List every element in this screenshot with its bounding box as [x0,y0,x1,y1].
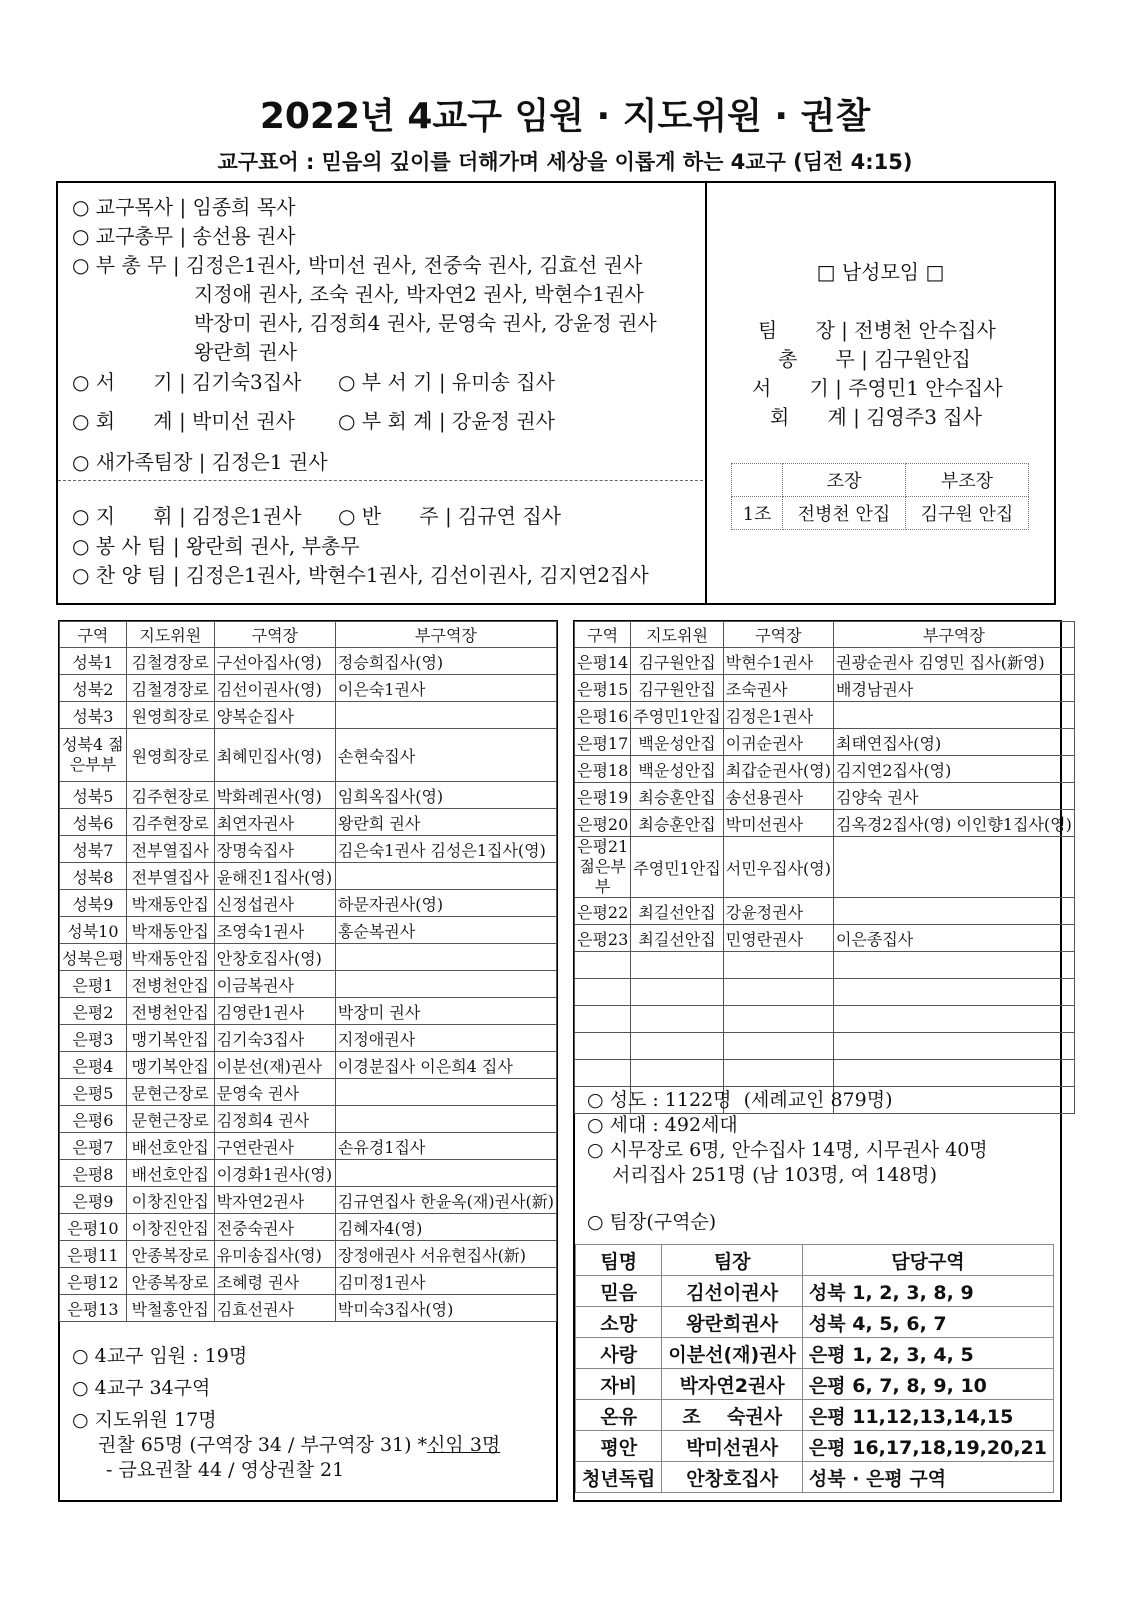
summary-members: ○ 성도 : 1122명 (세례교인 879명) [587,1089,893,1111]
table-row [60,998,557,1025]
team-row [576,1431,1054,1462]
officer-line-treasurer: ○ 회 계 | 박미선 권사 [72,409,296,433]
subleader-cell [833,702,1074,729]
subleader-cell: 손현숙집사 [335,729,556,782]
leader-cell [723,952,833,979]
table-row [60,836,557,863]
advisor-cell: 전부열집사 [126,863,214,890]
advisor-cell: 원영희장로 [126,702,214,729]
summary-advisors: ○ 지도위원 17명 [72,1409,217,1431]
table-row [575,675,1075,702]
advisor-cell: 이창진안집 [126,1214,214,1241]
district-cell: 은평18 [575,756,631,783]
team-leader: 이분선(재)권사 [662,1338,803,1369]
summary-deacons: 서리집사 251명 (남 103명, 여 148명) [612,1164,938,1186]
right-district-table [574,621,1075,1114]
district-cell: 은평2 [60,998,127,1025]
leader-cell: 박화례권사(영) [214,782,335,809]
advisor-cell: 최승훈안집 [631,783,723,810]
officer-line-vice-general-2: 지정애 권사, 조숙 권사, 박자연2 권사, 박현수1권사 [194,282,644,306]
subleader-cell: 이은숙1권사 [335,675,556,702]
officer-line-accompanist: ○ 반 주 | 김규연 집사 [338,504,562,528]
leader-cell: 최갑순권사(영) [723,756,833,783]
table-row [575,648,1075,675]
officer-line-clerk: ○ 서 기 | 김기숙3집사 [72,370,302,394]
district-cell: 성북2 [60,675,127,702]
team-row [576,1369,1054,1400]
team-header-leader: 팀장 [662,1245,803,1276]
header-subleader: 부구역장 [335,622,556,648]
team-row [576,1307,1054,1338]
district-cell: 성북1 [60,648,127,675]
subleader-cell: 배경남권사 [833,675,1074,702]
advisor-cell: 주영민1안집 [631,837,723,898]
team-area: 은평 6, 7, 8, 9, 10 [802,1369,1053,1400]
mens-group-title: □ 남성모임 □ [816,260,945,284]
table-row [60,1268,557,1295]
table-row [60,702,557,729]
district-cell: 은평7 [60,1133,127,1160]
table-row [575,729,1075,756]
summary-new-count: 신임 3명 [427,1434,501,1456]
subleader-cell: 지정애권사 [335,1025,556,1052]
header-district: 구역 [575,622,631,648]
district-cell: 성북6 [60,809,127,836]
advisor-cell: 김주현장로 [126,809,214,836]
leader-cell: 이금복권사 [214,971,335,998]
team-name: 평안 [576,1431,662,1462]
advisor-cell: 박철홍안집 [126,1295,214,1322]
subleader-cell: 김미정1권사 [335,1268,556,1295]
leader-cell: 조영숙1권사 [214,917,335,944]
leader-cell: 박미선권사 [723,810,833,837]
table-row [60,1160,557,1187]
summary-kwonchal-text: 권찰 65명 (구역장 34 / 부구역장 31) * [98,1434,428,1456]
subleader-cell: 손유경1집사 [335,1133,556,1160]
advisor-cell: 박재동안집 [126,917,214,944]
officer-line-pastor: ○ 교구목사 | 임종희 목사 [72,195,296,219]
leader-cell: 구선아집사(영) [214,648,335,675]
officer-line-praise-team: ○ 찬 양 팀 | 김정은1권사, 박현수1권사, 김선이권사, 김지연2집사 [72,563,649,587]
leader-cell: 문영숙 권사 [214,1079,335,1106]
district-cell [575,1060,631,1087]
summary-officers: ○ 4교구 임원 : 19명 [72,1345,248,1367]
advisor-cell: 김철경장로 [126,648,214,675]
district-cell: 성북8 [60,863,127,890]
summary-districts: ○ 4교구 34구역 [72,1377,211,1399]
district-cell: 은평13 [60,1295,127,1322]
district-cell: 은평21 젊은부부 [575,837,631,898]
table-row [575,898,1075,925]
subleader-cell [335,863,556,890]
advisor-cell: 최승훈안집 [631,810,723,837]
subleader-cell: 김옥경2집사(영) 이인향1집사(영) [833,810,1074,837]
team-header-area: 담당구역 [802,1245,1053,1276]
advisor-cell: 김구원안집 [631,675,723,702]
district-cell [575,952,631,979]
leader-cell: 구연란권사 [214,1133,335,1160]
team-header-name: 팀명 [576,1245,662,1276]
page-title: 2022년 4교구 임원 · 지도위원 · 권찰 [259,96,871,137]
team-area: 은평 1, 2, 3, 4, 5 [802,1338,1053,1369]
mens-leader: 팀 장 | 전병천 안수집사 [758,318,996,342]
subleader-cell [833,979,1074,1006]
subleader-cell [335,944,556,971]
table-row [60,863,557,890]
table-row [575,952,1075,979]
officer-line-newcomer: ○ 새가족팀장 | 김정은1 권사 [72,450,328,474]
district-cell: 은평16 [575,702,631,729]
subleader-cell [335,1079,556,1106]
leader-cell: 윤해진1집사(영) [214,863,335,890]
header-leader: 구역장 [723,622,833,648]
leader-cell: 김정희4 권사 [214,1106,335,1133]
header-district: 구역 [60,622,127,648]
mens-group-table [731,463,1029,530]
advisor-cell: 박재동안집 [126,944,214,971]
group-cell: 전병천 안집 [783,497,906,530]
advisor-cell: 전부열집사 [126,836,214,863]
header-subleader: 부구역장 [833,622,1074,648]
district-cell: 은평14 [575,648,631,675]
advisor-cell [631,1006,723,1033]
table-row [575,837,1075,898]
subleader-cell: 김규연집사 한윤옥(재)권사(新) [335,1187,556,1214]
leader-cell: 전중숙권사 [214,1214,335,1241]
group-header-blank [732,464,783,497]
leader-cell: 이경화1권사(영) [214,1160,335,1187]
team-table [575,1244,1054,1493]
team-name: 청년독립 [576,1462,662,1493]
advisor-cell: 배선호안집 [126,1160,214,1187]
advisor-cell: 박재동안집 [126,890,214,917]
table-row [60,917,557,944]
header-advisor: 지도위원 [126,622,214,648]
table-row [60,1241,557,1268]
subleader-cell [335,702,556,729]
district-cell: 은평11 [60,1241,127,1268]
subleader-cell [833,1060,1074,1087]
leader-cell: 조혜령 권사 [214,1268,335,1295]
team-row [576,1462,1054,1493]
advisor-cell: 김구원안집 [631,648,723,675]
officer-line-vice-general-3: 박장미 권사, 김정희4 권사, 문영숙 권사, 강윤정 권사 [194,311,657,335]
table-row [60,1025,557,1052]
table-row [575,1006,1075,1033]
leader-cell [723,979,833,1006]
leader-cell: 김정은1권사 [723,702,833,729]
motto: 교구표어 : 믿음의 깊이를 더해가며 세상을 이롭게 하는 4교구 (딤전 4:15) [217,150,913,174]
team-area: 성북 1, 2, 3, 8, 9 [802,1276,1053,1307]
mens-general: 총 무 | 김구원안집 [778,347,971,371]
leader-cell: 강윤정권사 [723,898,833,925]
leader-cell [723,1060,833,1087]
district-cell [575,1006,631,1033]
table-row [60,648,557,675]
leader-cell: 최연자권사 [214,809,335,836]
leader-cell [723,1033,833,1060]
leader-cell: 최혜민집사(영) [214,729,335,782]
summary-team-title: ○ 팀장(구역순) [587,1211,717,1233]
table-row [60,944,557,971]
team-name: 소망 [576,1307,662,1338]
team-row [576,1338,1054,1369]
advisor-cell: 안종복장로 [126,1268,214,1295]
subleader-cell: 장정애권사 서유현집사(新) [335,1241,556,1268]
group-header-subleader: 부조장 [906,464,1029,497]
team-name: 자비 [576,1369,662,1400]
subleader-cell [833,898,1074,925]
advisor-cell: 백운성안집 [631,756,723,783]
advisor-cell: 맹기복안집 [126,1052,214,1079]
team-area: 은평 16,17,18,19,20,21 [802,1431,1053,1462]
advisor-cell: 맹기복안집 [126,1025,214,1052]
subleader-cell: 김지연2집사(영) [833,756,1074,783]
table-row [60,809,557,836]
district-cell: 은평6 [60,1106,127,1133]
officer-line-vice-treasurer: ○ 부 회 계 | 강윤정 권사 [338,409,555,433]
district-cell [575,1033,631,1060]
table-row [575,1033,1075,1060]
subleader-cell: 홍순복권사 [335,917,556,944]
summary-kwonchal [98,1430,500,1457]
advisor-cell: 문현근장로 [126,1079,214,1106]
team-leader: 김선이권사 [662,1276,803,1307]
table-row [60,971,557,998]
officer-line-vice-general-4: 왕란희 권사 [194,340,297,364]
district-cell: 성북9 [60,890,127,917]
table-row [60,782,557,809]
subleader-cell: 김혜자4(영) [335,1214,556,1241]
district-cell: 은평8 [60,1160,127,1187]
team-leader: 안창호집사 [662,1462,803,1493]
district-cell: 은평12 [60,1268,127,1295]
table-row [575,925,1075,952]
table-row [575,756,1075,783]
officer-line-conductor: ○ 지 휘 | 김정은1권사 [72,504,302,528]
leader-cell: 이귀순권사 [723,729,833,756]
subleader-cell: 왕란희 권사 [335,809,556,836]
advisor-cell: 원영희장로 [126,729,214,782]
subleader-cell [335,1106,556,1133]
advisor-cell: 최길선안집 [631,898,723,925]
summary-households: ○ 세대 : 492세대 [587,1114,738,1136]
officer-line-vice-general: ○ 부 총 무 | 김정은1권사, 박미선 권사, 전중숙 권사, 김효선 권사 [72,253,643,277]
officers-divider [705,182,707,604]
leader-cell: 장명숙집사 [214,836,335,863]
district-cell: 은평10 [60,1214,127,1241]
officer-line-vice-clerk: ○ 부 서 기 | 유미송 집사 [338,370,555,394]
table-row [575,783,1075,810]
mens-treasurer: 회 계 | 김영주3 집사 [770,405,982,429]
subleader-cell [335,971,556,998]
subleader-cell: 김은숙1권사 김성은1집사(영) [335,836,556,863]
team-name: 사랑 [576,1338,662,1369]
district-cell: 성북4 젊은부부 [60,729,127,782]
advisor-cell: 전병천안집 [126,971,214,998]
officers-dashed-divider [58,480,703,481]
leader-cell: 김영란1권사 [214,998,335,1025]
team-row [576,1276,1054,1307]
table-row [575,979,1075,1006]
group-header-leader: 조장 [783,464,906,497]
header-advisor: 지도위원 [631,622,723,648]
subleader-cell: 권광순권사 김영민 집사(新영) [833,648,1074,675]
district-cell: 은평17 [575,729,631,756]
officer-line-service-team: ○ 봉 사 팀 | 왕란희 권사, 부총무 [72,534,360,558]
district-cell: 성북5 [60,782,127,809]
subleader-cell [833,837,1074,898]
subleader-cell: 박장미 권사 [335,998,556,1025]
subleader-cell [833,952,1074,979]
subleader-cell [833,1033,1074,1060]
officer-line-secretary-general: ○ 교구총무 | 송선용 권사 [72,224,296,248]
header-leader: 구역장 [214,622,335,648]
group-cell: 1조 [732,497,783,530]
district-cell: 은평23 [575,925,631,952]
leader-cell: 안창호집사(영) [214,944,335,971]
subleader-cell [335,1160,556,1187]
advisor-cell [631,952,723,979]
leader-cell: 조숙권사 [723,675,833,702]
team-leader: 박미선권사 [662,1431,803,1462]
table-row [60,1079,557,1106]
district-cell: 은평19 [575,783,631,810]
team-name: 온유 [576,1400,662,1431]
advisor-cell: 문현근장로 [126,1106,214,1133]
table-row [60,729,557,782]
subleader-cell: 이경분집사 이은희4 집사 [335,1052,556,1079]
leader-cell: 박자연2권사 [214,1187,335,1214]
district-cell: 성북10 [60,917,127,944]
team-leader: 박자연2권사 [662,1369,803,1400]
leader-cell [723,1006,833,1033]
district-cell: 은평22 [575,898,631,925]
team-area: 성북 4, 5, 6, 7 [802,1307,1053,1338]
group-cell: 김구원 안집 [906,497,1029,530]
leader-cell: 이분선(재)권사 [214,1052,335,1079]
subleader-cell: 하문자권사(영) [335,890,556,917]
subleader-cell: 이은종집사 [833,925,1074,952]
summary-friday: - 금요권찰 44 / 영상권찰 21 [106,1459,345,1481]
team-row [576,1400,1054,1431]
advisor-cell: 김주현장로 [126,782,214,809]
table-row [575,702,1075,729]
team-name: 믿음 [576,1276,662,1307]
team-leader: 왕란희권사 [662,1307,803,1338]
team-leader: 조 숙권사 [662,1400,803,1431]
leader-cell: 신정섭권사 [214,890,335,917]
district-cell: 은평4 [60,1052,127,1079]
district-cell: 은평20 [575,810,631,837]
mens-clerk: 서 기 | 주영민1 안수집사 [752,376,1003,400]
summary-staff: ○ 시무장로 6명, 안수집사 14명, 시무권사 40명 [587,1139,988,1161]
table-row [60,675,557,702]
leader-cell: 송선용권사 [723,783,833,810]
district-cell: 성북7 [60,836,127,863]
leader-cell: 김효선권사 [214,1295,335,1322]
advisor-cell: 배선호안집 [126,1133,214,1160]
district-cell: 은평5 [60,1079,127,1106]
subleader-cell: 박미숙3집사(영) [335,1295,556,1322]
leader-cell: 유미송집사(영) [214,1241,335,1268]
advisor-cell [631,979,723,1006]
subleader-cell: 김양숙 권사 [833,783,1074,810]
leader-cell: 서민우집사(영) [723,837,833,898]
leader-cell: 박현수1권사 [723,648,833,675]
advisor-cell: 백운성안집 [631,729,723,756]
advisor-cell: 안종복장로 [126,1241,214,1268]
left-district-table [59,621,557,1322]
team-area: 은평 11,12,13,14,15 [802,1400,1053,1431]
leader-cell: 양복순집사 [214,702,335,729]
subleader-cell [833,1006,1074,1033]
district-cell: 은평15 [575,675,631,702]
table-row [60,1133,557,1160]
district-cell: 성북은평 [60,944,127,971]
table-row [60,1052,557,1079]
district-cell: 은평9 [60,1187,127,1214]
district-cell [575,979,631,1006]
advisor-cell: 김철경장로 [126,675,214,702]
advisor-cell [631,1033,723,1060]
leader-cell: 김기숙3집사 [214,1025,335,1052]
leader-cell: 민영란권사 [723,925,833,952]
district-cell: 성북3 [60,702,127,729]
table-row [60,1214,557,1241]
team-area: 성북 · 은평 구역 [802,1462,1053,1493]
district-cell: 은평1 [60,971,127,998]
advisor-cell: 최길선안집 [631,925,723,952]
leader-cell: 김선이권사(영) [214,675,335,702]
advisor-cell: 주영민1안집 [631,702,723,729]
table-row [60,1106,557,1133]
subleader-cell: 정승희집사(영) [335,648,556,675]
table-row [575,1060,1075,1087]
subleader-cell: 임희옥집사(영) [335,782,556,809]
table-row [60,1295,557,1322]
table-row [60,890,557,917]
subleader-cell: 최태연집사(영) [833,729,1074,756]
advisor-cell [631,1060,723,1087]
table-row [60,1187,557,1214]
advisor-cell: 전병천안집 [126,998,214,1025]
advisor-cell: 이창진안집 [126,1187,214,1214]
district-cell: 은평3 [60,1025,127,1052]
table-row [575,810,1075,837]
